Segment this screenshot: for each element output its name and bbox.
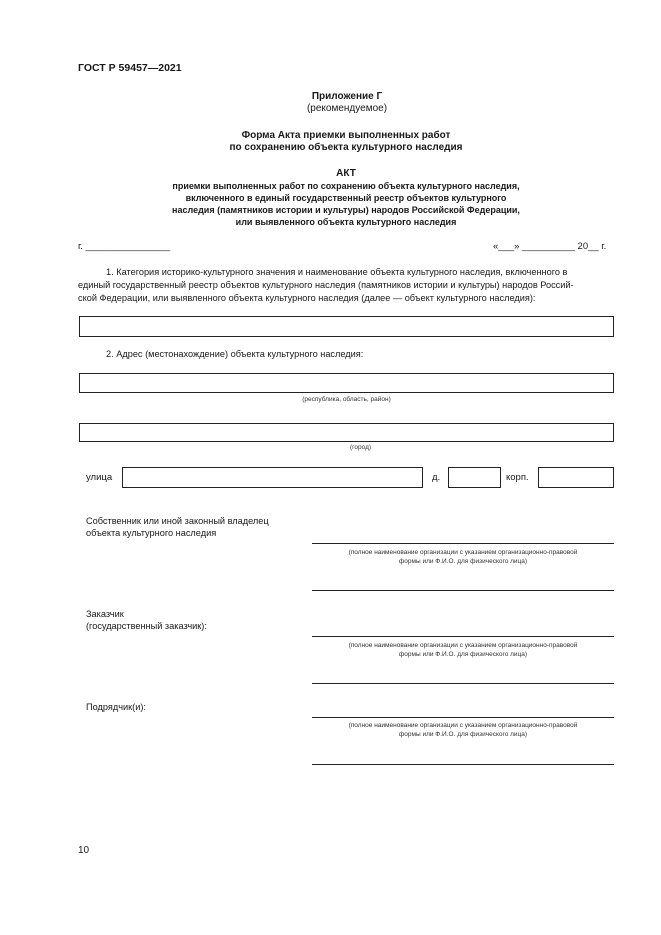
customer-label-2: (государственный заказчик): <box>86 621 207 631</box>
act-title: АКТ <box>336 168 356 179</box>
act-line4: или выявленного объекта культурного наследия <box>235 217 457 227</box>
appendix-title: Приложение Г <box>311 91 383 102</box>
page-number: 10 <box>78 845 90 856</box>
contractor-caption-1: (полное наименование организации с указанием организационно-правовой <box>348 722 578 729</box>
customer-label-1: Заказчик <box>86 609 124 619</box>
contractor-label: Подрядчик(и): <box>86 702 146 712</box>
region-caption: (республика, область, район) <box>302 396 391 403</box>
customer-caption-2: формы или Ф.И.О. для физического лица) <box>398 651 528 658</box>
owner-line-1[interactable] <box>312 543 614 544</box>
city-field[interactable]: г. ________________ <box>78 241 171 252</box>
owner-line-2[interactable] <box>312 590 614 591</box>
form-title-line2: по сохранению объекта культурного наследия <box>229 142 463 153</box>
region-input[interactable] <box>79 373 614 393</box>
owner-label-2: объекта культурного наследия <box>86 528 217 538</box>
building-input[interactable] <box>538 467 614 488</box>
owner-caption-1: (полное наименование организации с указанием организационно-правовой <box>348 549 578 556</box>
contractor-caption-2: формы или Ф.И.О. для физического лица) <box>398 731 528 738</box>
city-input[interactable] <box>79 423 614 442</box>
customer-line-1[interactable] <box>312 636 614 637</box>
item1-line3: ской Федерации, или выявленного объекта культурного наследия (далее — объект культурного наследия): <box>78 293 536 303</box>
customer-line-2[interactable] <box>312 683 614 684</box>
city-caption: (город) <box>349 444 372 451</box>
act-line1: приемки выполненных работ по сохранению объекта культурного наследия, <box>172 181 520 191</box>
appendix-subtitle: (рекомендуемое) <box>306 103 388 114</box>
owner-caption-2: формы или Ф.И.О. для физического лица) <box>398 558 528 565</box>
act-line2: включенного в единый государственный реестр объектов культурного <box>185 193 507 203</box>
item1-line1: 1. Категория историко-культурного значения и наименование объекта культурного наследия, включенного в <box>106 267 568 277</box>
house-label: д. <box>432 472 441 483</box>
act-line3: наследия (памятников истории и культуры) народов Российской Федерации, <box>172 205 520 215</box>
street-label: улица <box>86 472 113 483</box>
owner-label-1: Собственник или иной законный владелец <box>86 516 269 526</box>
building-label: корп. <box>506 472 529 483</box>
item2-text: 2. Адрес (местонахождение) объекта культурного наследия: <box>106 349 364 359</box>
street-input[interactable] <box>122 467 423 488</box>
standard-number: ГОСТ Р 59457—2021 <box>78 62 182 74</box>
house-input[interactable] <box>448 467 501 488</box>
contractor-line-2[interactable] <box>312 764 614 765</box>
item1-line2: единый государственный реестр объектов культурного наследия (памятников истории и культуры) народов Россий- <box>78 280 574 290</box>
contractor-line-1[interactable] <box>312 717 614 718</box>
form-title-line1: Форма Акта приемки выполненных работ <box>241 130 451 141</box>
date-field[interactable]: «___» __________ 20__ г. <box>493 241 607 252</box>
heritage-object-input[interactable] <box>79 316 614 337</box>
customer-caption-1: (полное наименование организации с указанием организационно-правовой <box>348 642 578 649</box>
